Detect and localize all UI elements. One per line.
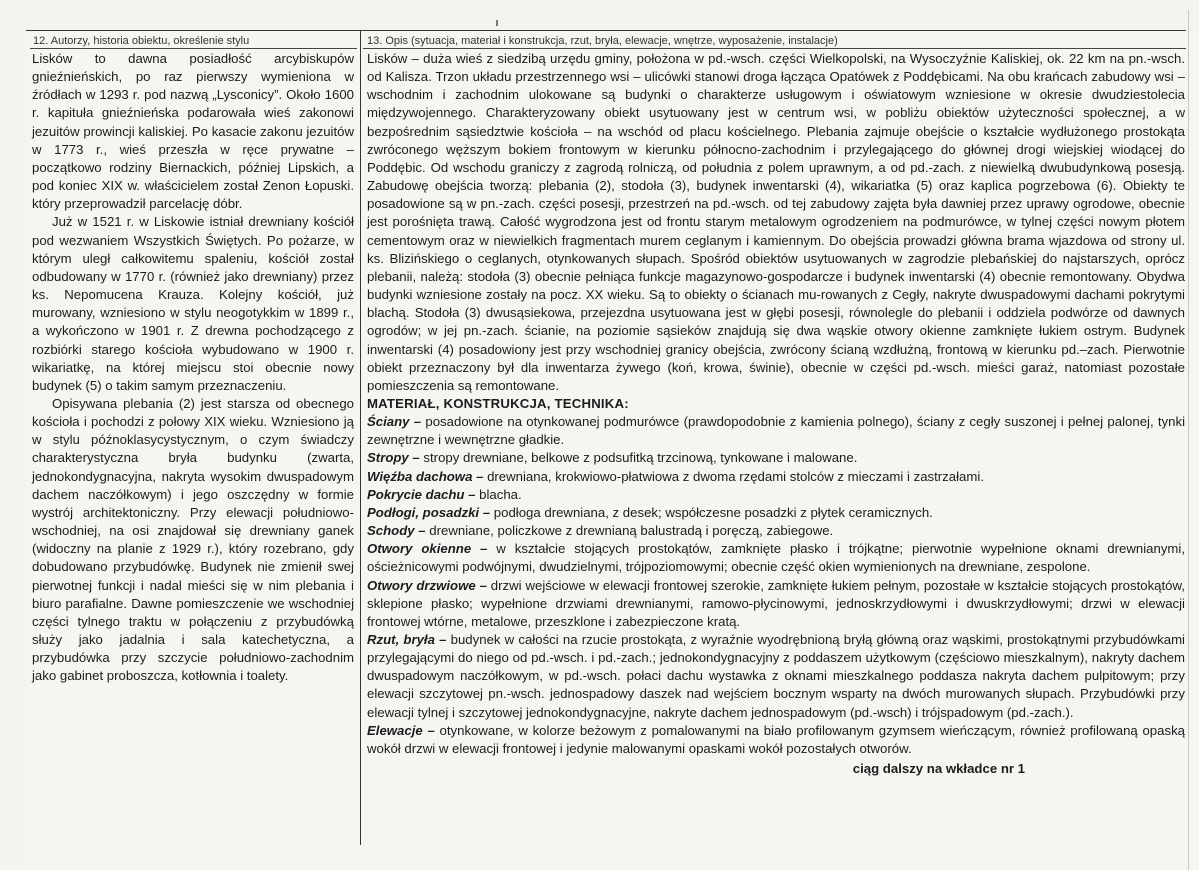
history-paragraph-2: Już w 1521 r. w Liskowie istniał drewniany kościół pod wezwaniem Wszystkich Świętych. Po pożarze, w którym uległ całkowitemu spaleniu, kościół został odbudowany w 1770 r. (również jako drewniany) przez ks. Nepomucena Krauza. Kolejny kościół, już murowany, wzniesiono w stylu neogotykkim w 1899 r., a wykończono w 1901 r. Z drewna pochodzącego z rozbiórki starego kościoła wybudowano w 1900 r. wikariatkę, na której miejscu stoi obecnie nowy budynek (5) o takim samym przeznaczeniu. <box>32 214 354 393</box>
history-paragraph-3: Opisywana plebania (2) jest starsza od obecnego kościoła i pochodzi z połowy XIX wieku. Wzniesiono ją w stylu późnoklasycystycznym, o czym świadczy charakterystyczna bryła budynku (zwarta, jednokondygnacyjna, nakryta wysokim dwuspadowym dachem naczółkowym) i jego oszczędny w formie wystrój architektoniczny. Przy elewacji południowo-wschodniej, na osi znajdował się drewniany ganek (widoczny na planie z 1929 r.), który rozebrano, gdy dobudowano przybudówkę. Budynek nie zmienił swej pierwotnej funkcji i nadal mieści się w nim plebania i biuro parafialne. Dawne pomieszczenie we wschodniej części tylnego traktu w połączeniu z przybudówką służy jako jadalnia i sala katechetyczna, a przybudówka przy szczycie południowo-zachodnim jako gabinet proboszcza, kotłownia i toalety. <box>32 395 354 684</box>
right-section-header: 13. Opis (sytuacja, materiał i konstrukcja, rzut, bryła, elewacje, wnętrze, wyposażenie, instalacje) <box>367 35 838 47</box>
item-windows-text: w kształcie stojących prostokątów, zamknięte płasko i trójkątne; pierwotnie wypełnione oknami drewnianymi, ościeżnicowymi podwójnymi, dwudzielnymi, trójpoziomowymi; obecnie część okien wymienionych na drewniane, zespolone. <box>367 541 1185 575</box>
scan-mark <box>496 20 498 26</box>
item-roofing-label: Pokrycie dachu – <box>367 486 476 502</box>
continuation-note: ciąg dalszy na wkładce nr 1 <box>852 761 1025 777</box>
item-walls <box>367 413 1185 449</box>
item-walls-label: Ściany – <box>367 414 422 430</box>
item-ceilings <box>367 449 1185 467</box>
item-elevations-text: otynkowane, w kolorze beżowym z pomalowanymi na biało profilowanym gzymsem wieńczącym, również profilowaną opaską wokół drzwi w elewacji frontowej i jedynie malowanymi opaskami wokół pozostałych otworów. <box>367 722 1185 756</box>
material-section-title: MATERIAŁ, KONSTRUKCJA, TECHNIKA: <box>367 395 629 411</box>
item-stairs-label: Schody – <box>367 523 426 539</box>
item-plan-massing-label: Rzut, bryła – <box>367 632 447 647</box>
history-paragraph-1: Lisków to dawna posiadłość arcybiskupów gnieźnieńskich, po raz pierwszy wymieniona w źródłach w 1293 r. pod nazwą „Lysconicy”. Około 1600 r. kapituła gnieźnieńska podarowała wieś zakonowi jezuitów prowincji kaliskiej. Po kasacie zakonu jezuitów w 1773 r., wieś przeszła w ręce prywatne – początkowo rodziny Biernackich, później Lipskich, a pod koniec XIX w. właścicielem został Zenon Łopuski. który przeprowadził parcelację dóbr. <box>32 51 354 212</box>
right-header-rule <box>363 48 1186 49</box>
item-stairs-text: drewniane, policzkowe z drewnianą balustradą i poręczą, zabiegowe. <box>425 523 834 539</box>
item-doors-label: Otwory drzwiowe – <box>367 577 487 593</box>
description-column <box>367 50 1185 778</box>
item-roofing <box>367 486 1185 504</box>
item-floors <box>367 504 1185 522</box>
left-section-header: 12. Autorzy, historia obiektu, określenie stylu <box>33 35 250 47</box>
item-floors-text: podłoga drewniana, z desek; współczesne posadzki z płytek ceramicznych. <box>490 504 933 520</box>
item-elevations <box>367 722 1185 758</box>
item-ceilings-label: Stropy – <box>367 450 420 466</box>
history-column <box>32 50 354 685</box>
item-plan-massing-text: budynek w całości na rzucie prostokąta, z wyraźnie wyodrębnioną bryłą główną oraz wąskimi, prostokątnymi przybudówkami przylegającymi do niego od pd.-wsch. i pd.-zach.; jednokondygnacyjny z poddaszem użytkowym (częściowo mieszkalnym), nakryty dachem dwuspadowym naczółkowym, w pd.-wsch. połaci dachu wystawka z oknami mieszkalnego poddasza nakryta dachem pulpitowym; przy elewacji szczytowej pn.-wsch. jednospadowy daszek nad wejściem bocznym wsparty na dwóch murowanych słupach. Przybudówki przy elewacji tylnej i szczytowej jednokondygnacyjne, nakryte dachem jednospadowym (pd.-wsch) i trójspadowym (pd.-zach.). <box>367 632 1185 720</box>
item-windows-label: Otwory okienne – <box>367 541 488 557</box>
item-roof-truss <box>367 468 1185 486</box>
description-intro: Lisków – duża wieś z siedzibą urzędu gminy, położona w pd.-wsch. części Wielkopolski, na Wysoczyźnie Kaliskiej, ok. 22 km na pn.-wsch. od Kalisza. Trzon układu przestrzennego wsi – ulicówki stanowi droga łącząca Opatówek z Poddębicami. Na obu krańcach zabudowy wsi – wschodnim i zachodnim ulokowane są budynki o charakterze usługowym i oświatowym wzniesione w okresie dwudziestolecia międzywojennego. Charakteryzowany obiekt usytuowany jest w centrum wsi, w pobliżu obiektów użyteczności społecznej, a w bezpośrednim sąsiedztwie kościoła – na wschód od placu kościelnego. Plebania zajmuje obejście o kształcie wydłużonego prostokąta zwróconego węższym bokiem frontowym w kierunku północno-zachodnim i przylegającego do głównej drogi wiejskiej wiodącej do Poddębic. Od wschodu graniczy z zagrodą rolniczą, od południa z polem uprawnym, a od pd.-zach. z niewielką dwubudynkową posesją. Zabudowę obejścia tworzą: plebania (2), stodoła (3), budynek inwentarski (4), wikariatka (5) oraz kaplica pogrzebowa (6). Obiekty te posadowione są w pn.-zach. części posesji, przestrzeń na pd.-wsch. od tej zabudowy zajęta była dawniej przez uprawy ogrodowe, obecnie jest porośnięta trawą. Całość wygrodzona jest od frontu starym metalowym ogrodzeniem na podmurówce, w tylnej części nowym płotem cementowym oraz w niewielkich fragmentach murem ceglanym i kamiennym. Do obejścia prowadzi główna brama wjazdowa od strony ul. ks. Blizińskiego o ceglanych, otynkowanych słupach. Spośród obiektów usytuowanych w zagrodzie plebańskiej do najstarszych, oprócz plebanii, należą: stodoła (3) obecnie pełniąca funkcje magazynowo-gospodarcze i budynek inwentarski (4) obecnie remontowany. Obydwa budynki wzniesione zostały na pocz. XX wieku. Są to obiekty o ścianach mu-rowanych z Cegły, nakryte dwuspadowymi dachami pokrytymi blachą. Stodoła (3) dwusąsiekowa, przejezdna usytuowana jest w głębi posesji, równolegle do plebanii i oddziela podwórze od dawnych ogrodów; w jej pn.-zach. ścianie, na poziomie sąsieków znajdują się dwa wąskie otwory okienne zamknięte łukiem ostrym. Budynek inwentarski (4) posadowiony jest przy wschodniej granicy obejścia, zwrócony ścianą wzdłużną, frontową w kierunku pd.–zach. Pierwotnie obiekt przeznaczony był dla inwentarza żywego (koń, krowa, świnie), obecnie w części pd.-wsch. mieści garaż, natomiast pozostałe pomieszczenia są remontowane. <box>367 51 1185 393</box>
top-rule <box>26 30 1186 31</box>
item-plan-massing <box>367 631 1185 722</box>
left-header-rule <box>30 48 357 49</box>
item-doors <box>367 577 1185 631</box>
page-edge <box>1188 10 1189 870</box>
item-windows <box>367 540 1185 576</box>
item-stairs <box>367 522 1185 540</box>
item-elevations-label: Elewacje – <box>367 722 435 738</box>
column-divider <box>360 30 361 845</box>
item-walls-text: posadowione na otynkowanej podmurówce (prawdopodobnie z kamienia polnego), ściany z cegły suszonej i pełnej palonej, tynki zewnętrzne i wewnętrzne gładkie. <box>367 414 1185 448</box>
item-doors-text: drzwi wejściowe w elewacji frontowej szerokie, zamknięte łukiem pełnym, pozostałe w kształcie stojących prostokątów, sklepione płasko; wypełnione drzwiami drewnianymi, ramowo-płycinowymi, jednoskrzydłowymi i dwuskrzydłowymi; drzwi w elewacji frontowej wtórne, metalowe, przeszklone i zabezpieczone kratą. <box>367 577 1185 629</box>
item-floors-label: Podłogi, posadzki – <box>367 504 491 520</box>
item-ceilings-text: stropy drewniane, belkowe z podsufitką trzcinową, tynkowane i malowane. <box>419 450 858 466</box>
item-roofing-text: blacha. <box>475 486 522 502</box>
item-roof-truss-label: Więźba dachowa – <box>367 468 484 484</box>
item-roof-truss-text: drewniana, krokwiowo-płatwiowa z dwoma rzędami stolców z mieczami i zastrzałami. <box>483 468 984 484</box>
